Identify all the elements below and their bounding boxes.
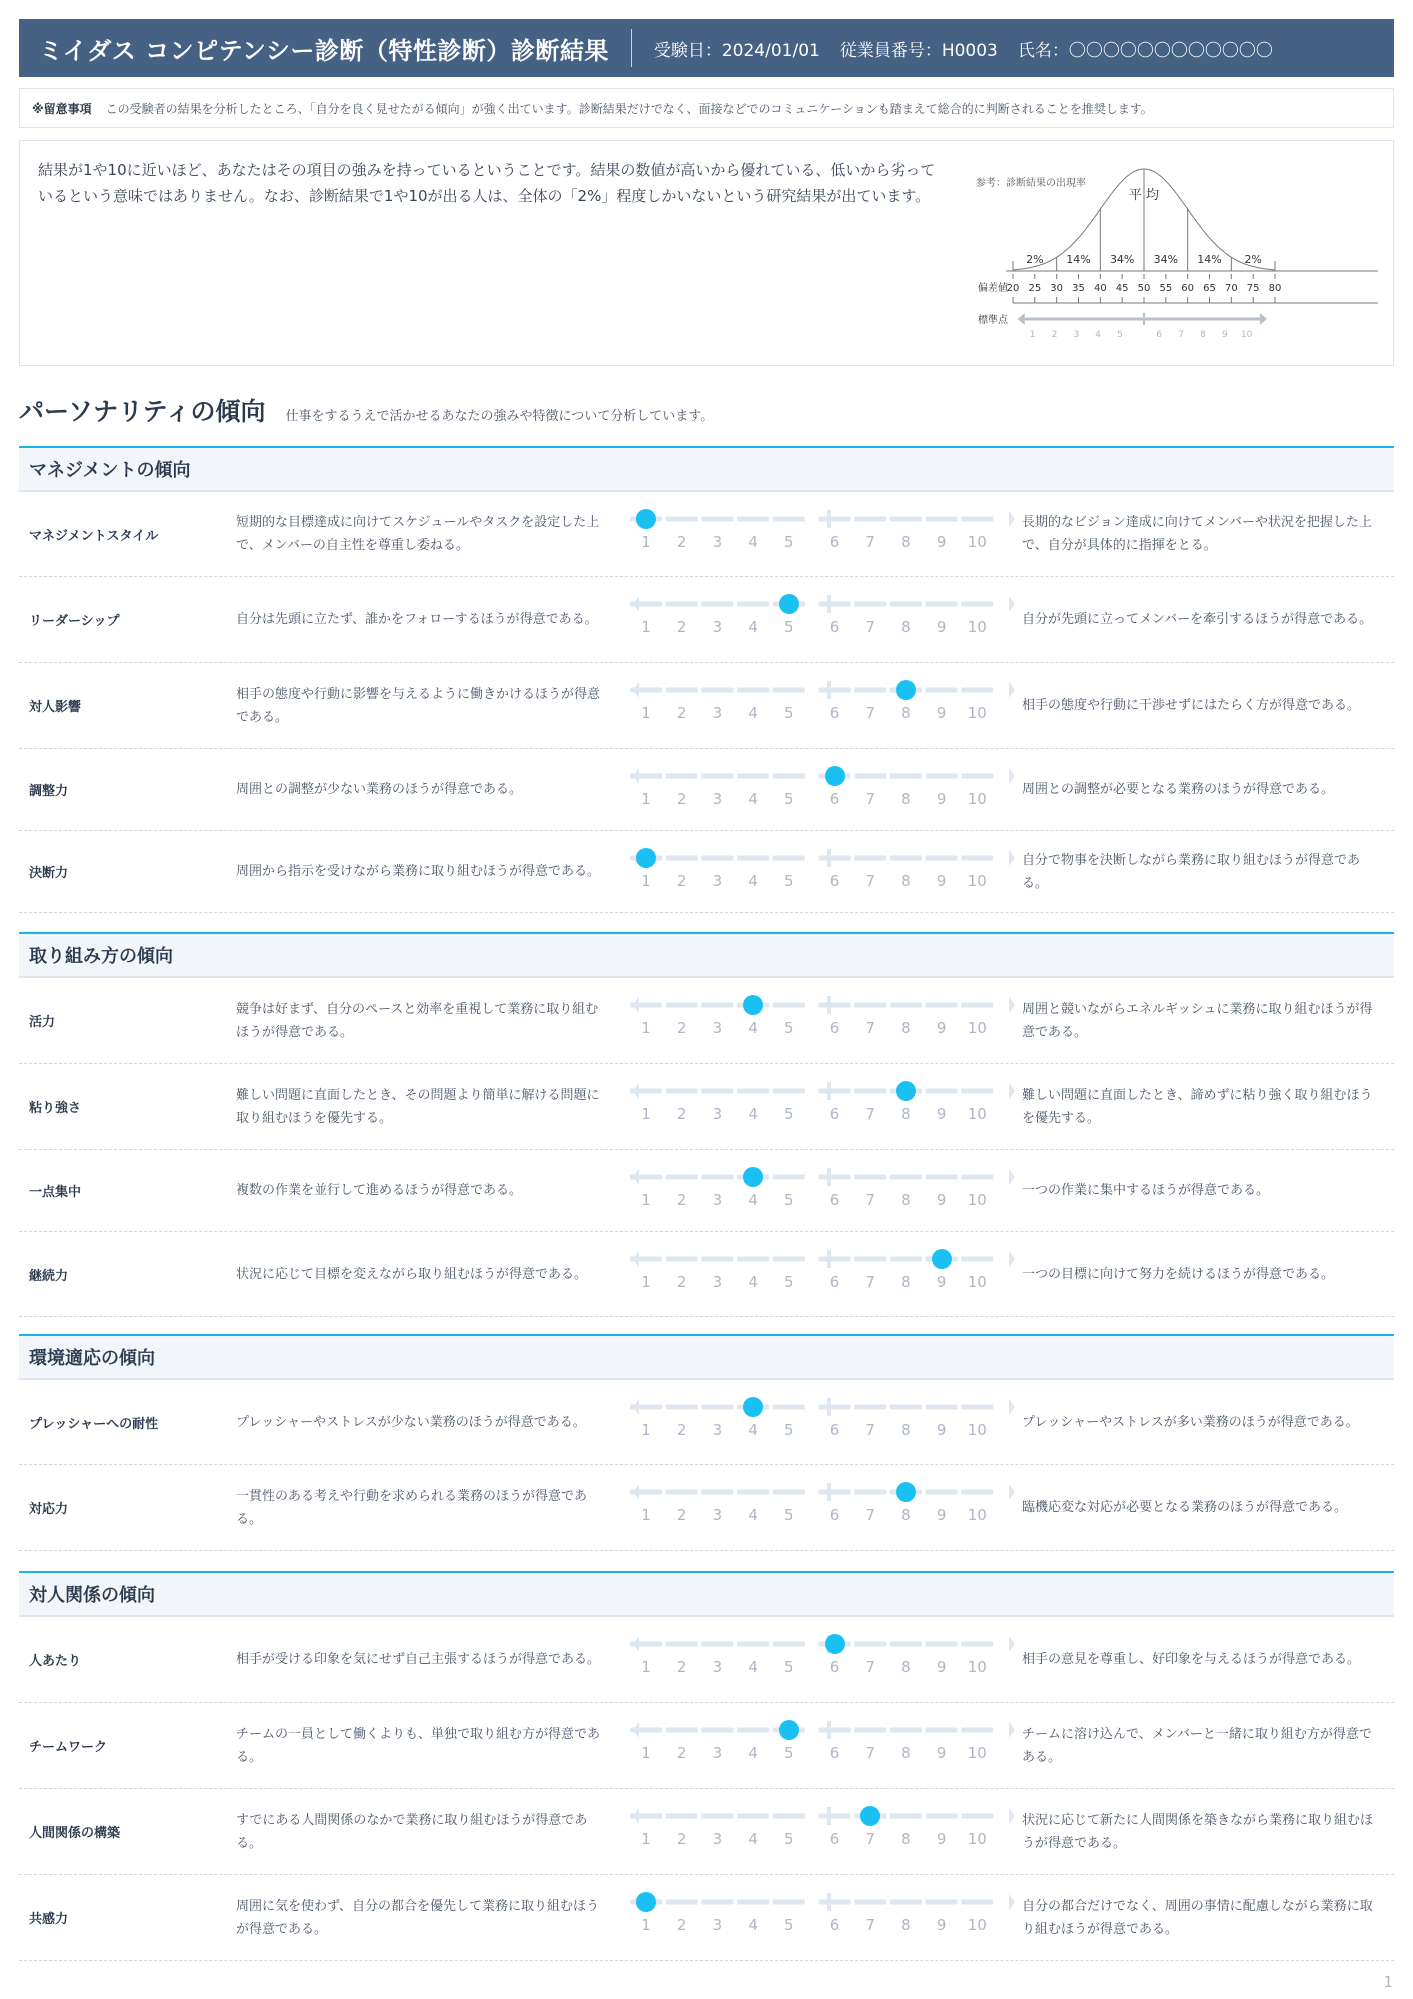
trait-high-description: 相手の態度や行動に干渉せずにはたらく方が得意である。 xyxy=(1022,698,1361,713)
svg-text:70: 70 xyxy=(1224,283,1238,294)
scale-tick-label: 4 xyxy=(748,1658,758,1676)
svg-text:65: 65 xyxy=(1203,283,1216,294)
scale-tick-label: 7 xyxy=(865,790,875,808)
trait-low-description: 状況に応じて目標を変えながら取り組むほうが得意である。 xyxy=(236,1266,588,1282)
trait-label: チームワーク xyxy=(29,1740,108,1755)
score-marker xyxy=(896,1081,916,1101)
scale-tick-label: 10 xyxy=(967,1744,987,1762)
score-scale xyxy=(619,749,1029,830)
scale-tick-label: 5 xyxy=(784,618,794,636)
scale-tick-label: 6 xyxy=(829,1916,840,1934)
score-marker xyxy=(636,848,656,868)
scale-tick-label: 1 xyxy=(641,1191,651,1209)
trait-high-description: 周囲と競いながらエネルギッシュに業務に取り組むほうが得意である。 xyxy=(1022,1001,1373,1040)
scale-tick-label: 1 xyxy=(641,1916,651,1934)
scale-tick-label: 2 xyxy=(676,1273,687,1291)
scale-tick-label: 1 xyxy=(641,1273,651,1291)
scale-tick-label: 7 xyxy=(865,1744,875,1762)
scale-tick-label: 4 xyxy=(748,1916,758,1934)
scale-tick-label: 2 xyxy=(676,790,687,808)
scale-tick-label: 4 xyxy=(748,1506,758,1524)
scale-tick-label: 4 xyxy=(748,1019,758,1037)
scale-tick-label: 10 xyxy=(967,1916,987,1934)
group-header: 環境適応の傾向 xyxy=(19,1334,1394,1380)
score-marker xyxy=(779,594,799,614)
scale-tick-label: 4 xyxy=(748,1273,758,1291)
scale-tick-label: 10 xyxy=(967,872,987,890)
scale-tick-label: 8 xyxy=(901,1421,911,1439)
scale-tick-label: 4 xyxy=(748,704,758,722)
scale-tick-label: 8 xyxy=(901,1019,911,1037)
svg-text:2%: 2% xyxy=(1026,253,1044,266)
scale-tick-label: 9 xyxy=(936,1019,947,1037)
scale-tick-label: 2 xyxy=(676,872,687,890)
svg-text:参考：診断結果の出現率: 参考：診断結果の出現率 xyxy=(976,178,1086,189)
scale-tick-label: 8 xyxy=(901,1916,911,1934)
scale-tick-label: 3 xyxy=(712,1421,723,1439)
svg-text:2: 2 xyxy=(1051,330,1058,340)
scale-tick-label: 1 xyxy=(641,1658,651,1676)
scale-tick-label: 2 xyxy=(676,1916,687,1934)
trait-high-description: 臨機応変な対応が必要となる業務のほうが得意である。 xyxy=(1022,1500,1348,1515)
svg-text:35: 35 xyxy=(1072,283,1085,294)
scale-tick-label: 9 xyxy=(936,1506,947,1524)
scale-tick-label: 7 xyxy=(865,1916,875,1934)
trait-label: 継続力 xyxy=(29,1268,69,1284)
scale-tick-label: 6 xyxy=(829,1658,840,1676)
scale-tick-label: 3 xyxy=(712,1273,723,1291)
svg-text:25: 25 xyxy=(1028,283,1042,294)
scale-tick-label: 9 xyxy=(936,1916,947,1934)
trait-row xyxy=(19,1875,1394,1961)
score-marker xyxy=(825,1634,845,1654)
scale-tick-label: 6 xyxy=(829,1421,840,1439)
scale-tick-label: 7 xyxy=(865,1105,875,1123)
scale-tick-label: 1 xyxy=(641,1105,651,1123)
scale-tick-label: 9 xyxy=(936,704,947,722)
trait-high-description: 状況に応じて新たに人間関係を築きながら業務に取り組むほうが得意である。 xyxy=(1022,1812,1374,1851)
trait-high-description: プレッシャーやストレスが多い業務のほうが得意である。 xyxy=(1022,1414,1359,1430)
trait-label: 対人影響 xyxy=(29,700,82,715)
group-header: 対人関係の傾向 xyxy=(19,1571,1394,1617)
scale-tick-label: 5 xyxy=(784,1744,794,1762)
score-marker xyxy=(743,1167,763,1187)
scale-tick-label: 4 xyxy=(748,1744,758,1762)
trait-high-description: 相手の意見を尊重し、好印象を与えるほうが得意である。 xyxy=(1022,1652,1361,1667)
score-marker xyxy=(779,1720,799,1740)
svg-text:34%: 34% xyxy=(1153,253,1179,266)
report-header xyxy=(19,19,1394,77)
scale-tick-label: 8 xyxy=(901,618,911,636)
svg-text:8: 8 xyxy=(1200,330,1206,340)
svg-text:9: 9 xyxy=(1221,330,1228,340)
group-header: マネジメントの傾向 xyxy=(19,446,1394,492)
scale-tick-label: 6 xyxy=(829,1019,840,1037)
scale-tick-label: 10 xyxy=(967,1830,987,1848)
svg-text:6: 6 xyxy=(1156,330,1163,340)
scale-tick-label: 9 xyxy=(936,1658,947,1676)
notice-text: この受験者の結果を分析したところ、「自分を良く見せたがる傾向」が強く出ています。診断結果だけでなく、面接などでのコミュニケーションも踏まえて総合的に判断されることを推奨します。 xyxy=(105,101,1153,116)
scale-tick-label: 4 xyxy=(748,1191,758,1209)
scale-tick-label: 1 xyxy=(641,872,651,890)
trait-row xyxy=(19,831,1394,913)
scale-tick-label: 3 xyxy=(712,1506,723,1524)
trait-high-description: 一つの作業に集中するほうが得意である。 xyxy=(1022,1183,1270,1198)
scale-tick-label: 5 xyxy=(784,1830,794,1848)
score-scale xyxy=(619,577,1029,662)
svg-text:標準点: 標準点 xyxy=(978,315,1008,326)
score-scale xyxy=(619,1380,1029,1464)
score-marker xyxy=(743,1397,763,1417)
scale-tick-label: 7 xyxy=(865,872,875,890)
score-scale xyxy=(619,1232,1029,1316)
notice-label: ※留意事項 xyxy=(32,101,92,116)
scale-tick-label: 9 xyxy=(936,1421,947,1439)
scale-tick-label: 1 xyxy=(641,1421,651,1439)
group-header: 取り組み方の傾向 xyxy=(19,932,1394,978)
scale-tick-label: 4 xyxy=(748,1830,758,1848)
scale-tick-label: 6 xyxy=(829,1105,840,1123)
scale-tick-label: 2 xyxy=(676,704,687,722)
scale-tick-label: 4 xyxy=(748,1421,758,1439)
scale-tick-label: 7 xyxy=(865,704,875,722)
svg-text:30: 30 xyxy=(1050,283,1064,294)
trait-row xyxy=(19,1789,1394,1875)
scale-tick-label: 4 xyxy=(748,872,758,890)
trait-row xyxy=(19,663,1394,749)
trait-low-description: 周囲から指示を受けながら業務に取り組むほうが得意である。 xyxy=(236,864,601,879)
scale-tick-label: 8 xyxy=(901,1830,911,1848)
trait-low-description: 相手の態度や行動に影響を与えるように働きかけるほうが得意である。 xyxy=(236,686,601,725)
scale-tick-label: 5 xyxy=(784,1421,794,1439)
scale-tick-label: 3 xyxy=(712,1916,723,1934)
trait-row xyxy=(19,1150,1394,1232)
trait-label: リーダーシップ xyxy=(29,614,120,629)
scale-tick-label: 10 xyxy=(967,1019,987,1037)
scale-tick-label: 2 xyxy=(676,1830,687,1848)
trait-low-description: 難しい問題に直面したとき、その問題より簡単に解ける問題に取り組むほうを優先する。 xyxy=(236,1087,600,1126)
intro-text: 結果が1や10に近いほど、あなたはその項目の強みを持っているということです。結果の数値が高いから優れている、低いから劣っているという意味ではありません。なお、診断結果で1や10が出る人は、全体の「2%」程度しかいないという研究結果が出ています。 xyxy=(38,161,936,205)
score-scale xyxy=(619,978,1029,1063)
scale-tick-label: 7 xyxy=(865,1191,875,1209)
scale-tick-label: 3 xyxy=(712,1191,723,1209)
scale-tick-label: 1 xyxy=(641,1019,651,1037)
trait-label: 決断力 xyxy=(29,866,69,881)
trait-label: 粘り強さ xyxy=(29,1101,82,1116)
scale-tick-label: 10 xyxy=(967,790,987,808)
header-divider xyxy=(631,29,632,67)
report-title: ミイダス コンピテンシー診断（特性診断）診断結果 xyxy=(39,36,609,65)
score-scale xyxy=(619,1617,1029,1702)
distribution-chart xyxy=(958,141,1378,367)
trait-label: 調整力 xyxy=(29,784,69,799)
scale-tick-label: 6 xyxy=(829,533,840,551)
score-scale xyxy=(619,1150,1029,1231)
scale-tick-label: 5 xyxy=(784,533,794,551)
scale-tick-label: 10 xyxy=(967,1273,987,1291)
scale-tick-label: 1 xyxy=(641,1830,651,1848)
trait-label: プレッシャーへの耐性 xyxy=(29,1416,159,1432)
svg-text:4: 4 xyxy=(1095,330,1102,340)
scale-tick-label: 10 xyxy=(967,1658,987,1676)
scale-tick-label: 6 xyxy=(829,1273,840,1291)
scale-tick-label: 10 xyxy=(967,704,987,722)
trait-low-description: 相手が受ける印象を気にせず自己主張するほうが得意である。 xyxy=(236,1652,601,1667)
scale-tick-label: 1 xyxy=(641,533,651,551)
score-marker xyxy=(743,995,763,1015)
scale-tick-label: 3 xyxy=(712,872,723,890)
scale-tick-label: 8 xyxy=(901,1105,911,1123)
score-scale xyxy=(619,492,1029,576)
svg-text:80: 80 xyxy=(1268,283,1282,294)
score-scale xyxy=(619,1875,1029,1960)
trait-high-description: 自分が先頭に立ってメンバーを牽引するほうが得意である。 xyxy=(1022,612,1373,627)
scale-tick-label: 9 xyxy=(936,790,947,808)
scale-tick-label: 8 xyxy=(901,1273,911,1291)
scale-tick-label: 3 xyxy=(712,704,723,722)
scale-tick-label: 9 xyxy=(936,1830,947,1848)
trait-label: 活力 xyxy=(29,1015,56,1030)
scale-tick-label: 2 xyxy=(676,1105,687,1123)
scale-tick-label: 7 xyxy=(865,1273,875,1291)
svg-text:14%: 14% xyxy=(1197,253,1222,266)
notice-box xyxy=(19,88,1394,128)
svg-text:55: 55 xyxy=(1159,283,1173,294)
scale-tick-label: 2 xyxy=(676,1019,687,1037)
svg-text:40: 40 xyxy=(1093,283,1107,294)
scale-tick-label: 5 xyxy=(784,1019,794,1037)
intro-box xyxy=(19,140,1394,366)
scale-tick-label: 3 xyxy=(712,533,723,551)
trait-low-description: すでにある人間関係のなかで業務に取り組むほうが得意である。 xyxy=(236,1812,588,1851)
svg-text:34%: 34% xyxy=(1109,253,1135,266)
scale-tick-label: 5 xyxy=(784,1658,794,1676)
scale-tick-label: 6 xyxy=(829,1744,840,1762)
candidate-name: 氏名：〇〇〇〇〇〇〇〇〇〇〇〇 xyxy=(1017,40,1273,61)
trait-low-description: チームの一員として働くよりも、単独で取り組む方が得意である。 xyxy=(236,1726,601,1765)
scale-tick-label: 8 xyxy=(901,1191,911,1209)
scale-tick-label: 9 xyxy=(936,533,947,551)
score-marker xyxy=(636,1892,656,1912)
trait-low-description: 短期的な目標達成に向けてスケジュールやタスクを設定した上で、メンバーの自主性を尊重し委ねる。 xyxy=(236,515,600,553)
scale-tick-label: 8 xyxy=(901,1658,911,1676)
scale-tick-label: 7 xyxy=(865,1421,875,1439)
scale-tick-label: 6 xyxy=(829,872,840,890)
score-scale xyxy=(619,1789,1029,1874)
scale-tick-label: 5 xyxy=(784,1273,794,1291)
trait-low-description: 周囲に気を使わず、自分の都合を優先して業務に取り組むほうが得意である。 xyxy=(236,1898,599,1937)
score-scale xyxy=(619,831,1029,912)
svg-text:7: 7 xyxy=(1178,330,1184,340)
scale-tick-label: 7 xyxy=(865,618,875,636)
scale-tick-label: 6 xyxy=(829,790,840,808)
scale-tick-label: 1 xyxy=(641,1744,651,1762)
scale-tick-label: 6 xyxy=(829,1830,840,1848)
trait-row xyxy=(19,1617,1394,1703)
scale-tick-label: 3 xyxy=(712,1019,723,1037)
score-marker xyxy=(825,766,845,786)
scale-tick-label: 7 xyxy=(865,1658,875,1676)
svg-text:60: 60 xyxy=(1181,283,1195,294)
scale-tick-label: 10 xyxy=(967,1506,987,1524)
scale-tick-label: 9 xyxy=(936,1744,947,1762)
scale-tick-label: 8 xyxy=(901,1744,911,1762)
svg-text:平 均: 平 均 xyxy=(1128,188,1160,203)
svg-text:5: 5 xyxy=(1117,330,1123,340)
score-scale xyxy=(619,1465,1029,1550)
scale-tick-label: 10 xyxy=(967,1105,987,1123)
trait-label: 一点集中 xyxy=(29,1185,82,1200)
scale-tick-label: 1 xyxy=(641,790,651,808)
trait-low-description: 自分は先頭に立たず、誰かをフォローするほうが得意である。 xyxy=(236,612,598,627)
scale-tick-label: 5 xyxy=(784,1506,794,1524)
trait-low-description: 一貫性のある考えや行動を求められる業務のほうが得意である。 xyxy=(236,1488,588,1527)
scale-tick-label: 3 xyxy=(712,1830,723,1848)
svg-text:1: 1 xyxy=(1029,330,1036,340)
scale-tick-label: 2 xyxy=(676,618,687,636)
trait-label: マネジメントスタイル xyxy=(29,528,159,544)
scale-tick-label: 4 xyxy=(748,618,758,636)
scale-tick-label: 7 xyxy=(865,533,875,551)
section-subtitle: 仕事をするうえで活かせるあなたの強みや特徴について分析しています。 xyxy=(285,409,714,424)
trait-low-description: プレッシャーやストレスが少ない業務のほうが得意である。 xyxy=(236,1414,586,1430)
trait-high-description: 周囲との調整が必要となる業務のほうが得意である。 xyxy=(1022,782,1335,797)
scale-tick-label: 3 xyxy=(712,790,723,808)
scale-tick-label: 1 xyxy=(641,704,651,722)
trait-row xyxy=(19,749,1394,831)
svg-text:偏差値: 偏差値 xyxy=(978,283,1008,294)
personality-heading xyxy=(19,392,713,428)
scale-tick-label: 8 xyxy=(901,1506,911,1524)
score-scale xyxy=(619,1703,1029,1788)
bell-curve-chart xyxy=(958,141,1378,367)
scale-tick-label: 1 xyxy=(641,618,651,636)
trait-label: 共感力 xyxy=(29,1912,69,1927)
scale-tick-label: 5 xyxy=(784,1916,794,1934)
scale-tick-label: 5 xyxy=(784,872,794,890)
scale-tick-label: 6 xyxy=(829,1506,840,1524)
scale-tick-label: 5 xyxy=(784,704,794,722)
scale-tick-label: 10 xyxy=(967,533,987,551)
trait-low-description: 周囲との調整が少ない業務のほうが得意である。 xyxy=(236,782,523,797)
svg-text:50: 50 xyxy=(1137,283,1151,294)
scale-tick-label: 2 xyxy=(676,1191,687,1209)
scale-tick-label: 8 xyxy=(901,533,911,551)
trait-label: 対応力 xyxy=(29,1502,69,1517)
trait-label: 人あたり xyxy=(29,1654,82,1669)
trait-row xyxy=(19,1380,1394,1465)
scale-tick-label: 1 xyxy=(641,1506,651,1524)
employee-number: 従業員番号：H0003 xyxy=(839,40,998,61)
trait-high-description: 一つの目標に向けて努力を続けるほうが得意である。 xyxy=(1022,1266,1335,1282)
scale-tick-label: 9 xyxy=(936,872,947,890)
scale-tick-label: 8 xyxy=(901,872,911,890)
score-scale xyxy=(619,1064,1029,1149)
scale-tick-label: 9 xyxy=(936,1273,947,1291)
scale-tick-label: 5 xyxy=(784,1105,794,1123)
svg-text:14%: 14% xyxy=(1066,253,1091,266)
trait-row xyxy=(19,1465,1394,1551)
trait-high-description: 難しい問題に直面したとき、諦めずに粘り強く取り組むほうを優先する。 xyxy=(1022,1087,1373,1126)
scale-tick-label: 6 xyxy=(829,704,840,722)
trait-low-description: 複数の作業を並行して進めるほうが得意である。 xyxy=(236,1183,523,1198)
scale-tick-label: 10 xyxy=(967,618,987,636)
header-meta xyxy=(654,36,1273,61)
scale-tick-label: 9 xyxy=(936,618,947,636)
scale-tick-label: 4 xyxy=(748,1105,758,1123)
trait-high-description: 自分の都合だけでなく、周囲の事情に配慮しながら業務に取り組むほうが得意である。 xyxy=(1022,1898,1373,1937)
scale-tick-label: 4 xyxy=(748,533,758,551)
svg-text:10: 10 xyxy=(1240,330,1253,340)
score-marker xyxy=(636,509,656,529)
score-marker xyxy=(932,1249,952,1269)
scale-tick-label: 2 xyxy=(676,1744,687,1762)
svg-text:75: 75 xyxy=(1246,283,1260,294)
scale-tick-label: 3 xyxy=(712,1744,723,1762)
scale-tick-label: 3 xyxy=(712,618,723,636)
scale-tick-label: 10 xyxy=(967,1421,987,1439)
svg-text:3: 3 xyxy=(1073,330,1080,340)
scale-tick-label: 2 xyxy=(676,1506,687,1524)
scale-tick-label: 9 xyxy=(936,1191,947,1209)
score-scale xyxy=(619,663,1029,748)
section-title: パーソナリティの傾向 xyxy=(19,397,266,426)
trait-row xyxy=(19,1703,1394,1789)
score-marker xyxy=(896,680,916,700)
scale-tick-label: 7 xyxy=(865,1506,875,1524)
scale-tick-label: 2 xyxy=(676,1658,687,1676)
svg-text:20: 20 xyxy=(1006,283,1020,294)
trait-row xyxy=(19,978,1394,1064)
page-number: 1 xyxy=(1383,1973,1393,1991)
trait-high-description: 自分で物事を決断しながら業務に取り組むほうが得意である。 xyxy=(1022,852,1361,891)
trait-label: 人間関係の構築 xyxy=(29,1826,121,1841)
trait-row xyxy=(19,1064,1394,1150)
scale-tick-label: 5 xyxy=(784,790,794,808)
svg-text:45: 45 xyxy=(1115,283,1129,294)
scale-tick-label: 4 xyxy=(748,790,758,808)
scale-tick-label: 8 xyxy=(901,704,911,722)
exam-date: 受験日：2024/01/01 xyxy=(653,40,820,61)
scale-tick-label: 6 xyxy=(829,1191,840,1209)
trait-low-description: 競争は好まず、自分のペースと効率を重視して業務に取り組むほうが得意である。 xyxy=(236,1001,599,1040)
scale-tick-label: 3 xyxy=(712,1658,723,1676)
scale-tick-label: 2 xyxy=(676,533,687,551)
scale-tick-label: 7 xyxy=(865,1830,875,1848)
scale-tick-label: 6 xyxy=(829,618,840,636)
scale-tick-label: 5 xyxy=(784,1191,794,1209)
trait-high-description: 長期的なビジョン達成に向けてメンバーや状況を把握した上で、自分が具体的に指揮をとる。 xyxy=(1022,515,1372,553)
scale-tick-label: 7 xyxy=(865,1019,875,1037)
scale-tick-label: 10 xyxy=(967,1191,987,1209)
svg-text:2%: 2% xyxy=(1244,253,1262,266)
scale-tick-label: 9 xyxy=(936,1105,947,1123)
scale-tick-label: 8 xyxy=(901,790,911,808)
trait-row xyxy=(19,492,1394,577)
trait-high-description: チームに溶け込んで、メンバーと一緒に取り組む方が得意である。 xyxy=(1022,1726,1372,1765)
score-marker xyxy=(896,1482,916,1502)
trait-row xyxy=(19,1232,1394,1317)
trait-row xyxy=(19,577,1394,663)
scale-tick-label: 3 xyxy=(712,1105,723,1123)
scale-tick-label: 2 xyxy=(676,1421,687,1439)
